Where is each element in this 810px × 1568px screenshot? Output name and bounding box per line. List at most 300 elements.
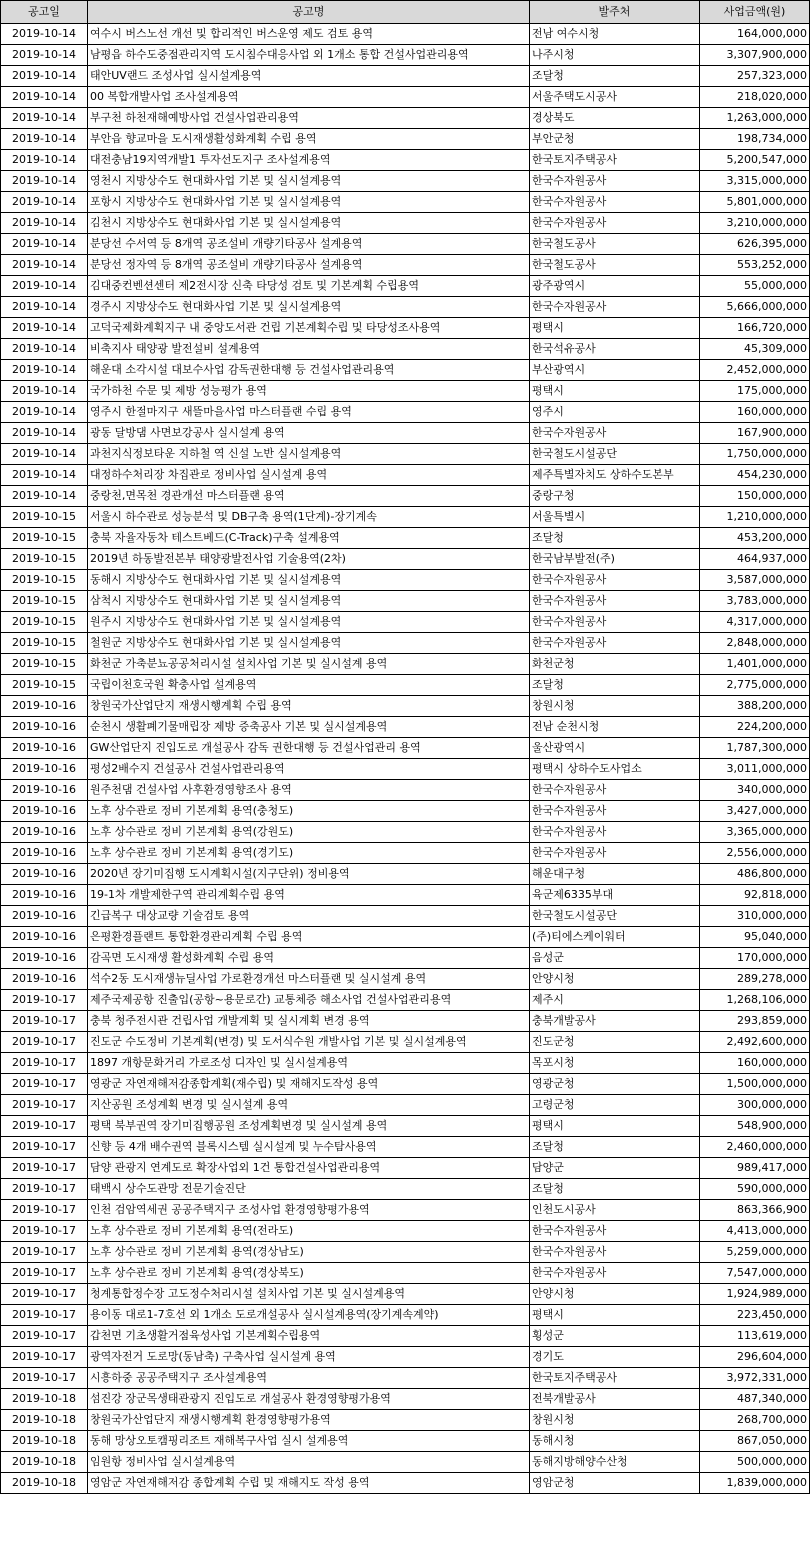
table-row (1, 633, 810, 654)
ordering-agency-cell: 한국수자원공사 (530, 591, 700, 612)
project-amount-cell: 4,317,000,000 (700, 612, 810, 633)
notice-title-cell: 김대중컨벤션센터 제2전시장 신축 타당성 검토 및 기본계획 수립용역 (88, 276, 530, 297)
notice-title-cell: 2020년 장기미집행 도시계획시설(지구단위) 정비용역 (88, 864, 530, 885)
table-row (1, 1200, 810, 1221)
notice-title-cell: 1897 개항문화거리 가로조성 디자인 및 실시설계용역 (88, 1053, 530, 1074)
notice-title-cell: 태백시 상수도관망 전문기술진단 (88, 1179, 530, 1200)
notice-title-cell: 노후 상수관로 정비 기본계획 용역(강원도) (88, 822, 530, 843)
notice-title-cell: 부안읍 향교마을 도시재생활성화계획 수립 용역 (88, 129, 530, 150)
ordering-agency-cell: 평택시 (530, 1116, 700, 1137)
notice-title-cell: 순천시 생활폐기물매립장 제방 증축공사 기본 및 실시설계용역 (88, 717, 530, 738)
notice-title-cell: 비축지사 태양광 발전설비 설계용역 (88, 339, 530, 360)
table-row (1, 906, 810, 927)
project-amount-cell: 1,750,000,000 (700, 444, 810, 465)
table-row (1, 885, 810, 906)
notice-date-cell: 2019-10-15 (1, 507, 88, 528)
notice-date-cell: 2019-10-14 (1, 423, 88, 444)
project-amount-cell: 95,040,000 (700, 927, 810, 948)
table-row (1, 444, 810, 465)
notice-title-cell: 분당선 수서역 등 8개역 공조설비 개량기타공사 설계용역 (88, 234, 530, 255)
ordering-agency-cell: 서울주택도시공사 (530, 87, 700, 108)
notice-date-cell: 2019-10-16 (1, 906, 88, 927)
ordering-agency-cell: 조달청 (530, 528, 700, 549)
table-row (1, 1368, 810, 1389)
notice-date-cell: 2019-10-16 (1, 822, 88, 843)
ordering-agency-cell: 평택시 (530, 1305, 700, 1326)
notice-title-cell: 00 복합개발사업 조사설계용역 (88, 87, 530, 108)
notice-title-cell: 영광군 자연재해저감종합계획(재수립) 및 재해지도작성 용역 (88, 1074, 530, 1095)
notice-title-cell: 창원국가산업단지 재생시행계획 수립 용역 (88, 696, 530, 717)
notice-title-cell: 광역자전거 도로망(동남축) 구축사업 실시설계 용역 (88, 1347, 530, 1368)
notice-title-cell: 동해 망상오토캠핑리조트 재해복구사업 실시 설계용역 (88, 1431, 530, 1452)
notice-title-cell: 대정하수처리장 차집관로 정비사업 실시설계 용역 (88, 465, 530, 486)
ordering-agency-cell: 충북개발공사 (530, 1011, 700, 1032)
notice-title-cell: 화천군 가축분뇨공공처리시설 설치사업 기본 및 실시설계 용역 (88, 654, 530, 675)
notice-title-cell: 태안UV랜드 조성사업 실시설계용역 (88, 66, 530, 87)
project-amount-cell: 170,000,000 (700, 948, 810, 969)
notice-date-cell: 2019-10-14 (1, 171, 88, 192)
table-row (1, 402, 810, 423)
ordering-agency-cell: 영암군청 (530, 1473, 700, 1494)
project-amount-cell: 487,340,000 (700, 1389, 810, 1410)
ordering-agency-cell: 해운대구청 (530, 864, 700, 885)
ordering-agency-cell: 조달청 (530, 675, 700, 696)
project-amount-cell: 1,924,989,000 (700, 1284, 810, 1305)
ordering-agency-cell: 제주시 (530, 990, 700, 1011)
ordering-agency-cell: 서울특별시 (530, 507, 700, 528)
notice-date-cell: 2019-10-17 (1, 1242, 88, 1263)
notice-date-cell: 2019-10-15 (1, 612, 88, 633)
notice-date-cell: 2019-10-16 (1, 780, 88, 801)
header-row (1, 1, 810, 24)
table-row (1, 717, 810, 738)
project-amount-cell: 3,210,000,000 (700, 213, 810, 234)
notice-date-cell: 2019-10-15 (1, 633, 88, 654)
notice-date-cell: 2019-10-17 (1, 1347, 88, 1368)
project-amount-cell: 310,000,000 (700, 906, 810, 927)
table-row (1, 570, 810, 591)
notice-date-cell: 2019-10-17 (1, 1137, 88, 1158)
table-row (1, 1074, 810, 1095)
notice-date-cell: 2019-10-16 (1, 696, 88, 717)
ordering-agency-cell: 평택시 (530, 381, 700, 402)
notice-date-cell: 2019-10-15 (1, 549, 88, 570)
notice-date-cell: 2019-10-17 (1, 1116, 88, 1137)
ordering-agency-cell: 동해시청 (530, 1431, 700, 1452)
ordering-agency-cell: 영광군청 (530, 1074, 700, 1095)
project-amount-cell: 224,200,000 (700, 717, 810, 738)
table-row (1, 1326, 810, 1347)
notice-title-cell: 경주시 지방상수도 현대화사업 기본 및 실시설계용역 (88, 297, 530, 318)
project-amount-cell: 92,818,000 (700, 885, 810, 906)
project-amount-cell: 289,278,000 (700, 969, 810, 990)
project-amount-cell: 1,401,000,000 (700, 654, 810, 675)
ordering-agency-cell: 한국수자원공사 (530, 633, 700, 654)
table-row (1, 1452, 810, 1473)
notice-date-cell: 2019-10-14 (1, 45, 88, 66)
ordering-agency-cell: 한국토지주택공사 (530, 150, 700, 171)
ordering-agency-cell: 한국수자원공사 (530, 423, 700, 444)
table-row (1, 45, 810, 66)
ordering-agency-cell: 한국토지주택공사 (530, 1368, 700, 1389)
notice-date-cell: 2019-10-15 (1, 528, 88, 549)
notice-date-cell: 2019-10-16 (1, 969, 88, 990)
table-row (1, 213, 810, 234)
notice-date-cell: 2019-10-17 (1, 1011, 88, 1032)
notice-title-cell: 긴급복구 대상교량 기술검토 용역 (88, 906, 530, 927)
table-row (1, 969, 810, 990)
ordering-agency-cell: 부안군청 (530, 129, 700, 150)
notice-title-cell: 감곡면 도시재생 활성화계획 수립 용역 (88, 948, 530, 969)
notice-date-cell: 2019-10-16 (1, 885, 88, 906)
table-row (1, 990, 810, 1011)
project-amount-cell: 257,323,000 (700, 66, 810, 87)
notice-title-cell: GW산업단지 진입도로 개설공사 감독 권한대행 등 건설사업관리 용역 (88, 738, 530, 759)
notice-date-cell: 2019-10-14 (1, 129, 88, 150)
notice-date-cell: 2019-10-18 (1, 1473, 88, 1494)
ordering-agency-cell: 고령군청 (530, 1095, 700, 1116)
notice-date-cell: 2019-10-14 (1, 444, 88, 465)
table-row (1, 549, 810, 570)
table-row (1, 864, 810, 885)
project-amount-cell: 150,000,000 (700, 486, 810, 507)
project-amount-cell: 3,972,331,000 (700, 1368, 810, 1389)
header-ordering-agency: 발주처 (530, 1, 700, 24)
notice-title-cell: 포항시 지방상수도 현대화사업 기본 및 실시설계용역 (88, 192, 530, 213)
table-row (1, 1263, 810, 1284)
notice-title-cell: 용이동 대로1-7호선 외 1개소 도로개설공사 실시설계용역(장기계속계약) (88, 1305, 530, 1326)
ordering-agency-cell: 조달청 (530, 1179, 700, 1200)
project-amount-cell: 626,395,000 (700, 234, 810, 255)
ordering-agency-cell: 한국수자원공사 (530, 780, 700, 801)
table-row (1, 255, 810, 276)
ordering-agency-cell: 경상북도 (530, 108, 700, 129)
notice-date-cell: 2019-10-18 (1, 1389, 88, 1410)
notice-date-cell: 2019-10-18 (1, 1410, 88, 1431)
notice-date-cell: 2019-10-17 (1, 1263, 88, 1284)
table-row (1, 1242, 810, 1263)
table-row (1, 24, 810, 45)
project-amount-cell: 3,365,000,000 (700, 822, 810, 843)
project-amount-cell: 167,900,000 (700, 423, 810, 444)
project-amount-cell: 867,050,000 (700, 1431, 810, 1452)
table-row (1, 87, 810, 108)
ordering-agency-cell: 화천군청 (530, 654, 700, 675)
table-row (1, 1179, 810, 1200)
notice-title-cell: 부구천 하천재해예방사업 건설사업관리용역 (88, 108, 530, 129)
notice-title-cell: 노후 상수관로 정비 기본계획 용역(전라도) (88, 1221, 530, 1242)
notice-title-cell: 영주시 한절마지구 새뜰마을사업 마스터플랜 수립 용역 (88, 402, 530, 423)
project-amount-cell: 553,252,000 (700, 255, 810, 276)
table-row (1, 1116, 810, 1137)
notice-date-cell: 2019-10-14 (1, 87, 88, 108)
notice-title-cell: 국가하천 수문 및 제방 성능평가 용역 (88, 381, 530, 402)
ordering-agency-cell: 전남 여수시청 (530, 24, 700, 45)
table-body (1, 24, 810, 1494)
table-row (1, 1284, 810, 1305)
table-row (1, 66, 810, 87)
notice-date-cell: 2019-10-15 (1, 591, 88, 612)
notice-title-cell: 지산공원 조성계획 변경 및 실시설계 용역 (88, 1095, 530, 1116)
notice-date-cell: 2019-10-16 (1, 738, 88, 759)
project-amount-cell: 5,666,000,000 (700, 297, 810, 318)
table-row (1, 1410, 810, 1431)
ordering-agency-cell: 한국철도공사 (530, 255, 700, 276)
project-amount-cell: 218,020,000 (700, 87, 810, 108)
ordering-agency-cell: 안양시청 (530, 1284, 700, 1305)
table-row (1, 507, 810, 528)
notice-title-cell: 시흥하중 공공주택지구 조사설계용역 (88, 1368, 530, 1389)
project-amount-cell: 198,734,000 (700, 129, 810, 150)
notice-date-cell: 2019-10-15 (1, 570, 88, 591)
ordering-agency-cell: 한국수자원공사 (530, 570, 700, 591)
notice-title-cell: 진도군 수도정비 기본계획(변경) 및 도서식수원 개발사업 기본 및 실시설계용역 (88, 1032, 530, 1053)
table-row (1, 192, 810, 213)
notice-title-cell: 김천시 지방상수도 현대화사업 기본 및 실시설계용역 (88, 213, 530, 234)
table-row (1, 528, 810, 549)
ordering-agency-cell: 한국수자원공사 (530, 171, 700, 192)
project-amount-cell: 5,200,547,000 (700, 150, 810, 171)
table-row (1, 1053, 810, 1074)
ordering-agency-cell: 한국수자원공사 (530, 1242, 700, 1263)
notice-date-cell: 2019-10-17 (1, 1221, 88, 1242)
table-row (1, 1095, 810, 1116)
ordering-agency-cell: 창원시청 (530, 1410, 700, 1431)
notice-date-cell: 2019-10-16 (1, 801, 88, 822)
table-row (1, 150, 810, 171)
ordering-agency-cell: 안양시청 (530, 969, 700, 990)
notice-title-cell: 임원항 정비사업 실시설계용역 (88, 1452, 530, 1473)
project-amount-cell: 293,859,000 (700, 1011, 810, 1032)
project-amount-cell: 454,230,000 (700, 465, 810, 486)
notice-date-cell: 2019-10-14 (1, 465, 88, 486)
ordering-agency-cell: 담양군 (530, 1158, 700, 1179)
notice-title-cell: 석수2동 도시재생뉴딜사업 가로환경개선 마스터플랜 및 실시설계 용역 (88, 969, 530, 990)
project-amount-cell: 2,492,600,000 (700, 1032, 810, 1053)
project-amount-cell: 2,452,000,000 (700, 360, 810, 381)
ordering-agency-cell: 한국철도시설공단 (530, 444, 700, 465)
table-row (1, 1473, 810, 1494)
project-amount-cell: 2,775,000,000 (700, 675, 810, 696)
notice-date-cell: 2019-10-14 (1, 213, 88, 234)
header-notice-title: 공고명 (88, 1, 530, 24)
notice-date-cell: 2019-10-14 (1, 108, 88, 129)
notice-title-cell: 중랑천,면목천 경관개선 마스터플랜 용역 (88, 486, 530, 507)
ordering-agency-cell: 광주광역시 (530, 276, 700, 297)
notice-title-cell: 담양 관광지 연계도로 확장사업외 1건 통합건설사업관리용역 (88, 1158, 530, 1179)
ordering-agency-cell: 전남 순천시청 (530, 717, 700, 738)
notice-title-cell: 평택 북부권역 장기미집행공원 조성계획변경 및 실시설계 용역 (88, 1116, 530, 1137)
table-row (1, 465, 810, 486)
notice-date-cell: 2019-10-15 (1, 675, 88, 696)
ordering-agency-cell: 인천도시공사 (530, 1200, 700, 1221)
project-amount-cell: 3,783,000,000 (700, 591, 810, 612)
notice-title-cell: 광동 달방댐 사면보강공사 실시설계 용역 (88, 423, 530, 444)
notice-title-cell: 원주시 지방상수도 현대화사업 기본 및 실시설계용역 (88, 612, 530, 633)
notice-date-cell: 2019-10-14 (1, 318, 88, 339)
ordering-agency-cell: 한국수자원공사 (530, 213, 700, 234)
table-row (1, 948, 810, 969)
notice-date-cell: 2019-10-14 (1, 24, 88, 45)
table-row (1, 1347, 810, 1368)
table-row (1, 1221, 810, 1242)
notice-date-cell: 2019-10-16 (1, 948, 88, 969)
notice-title-cell: 갑천면 기초생활거점육성사업 기본계획수립용역 (88, 1326, 530, 1347)
notice-title-cell: 동해시 지방상수도 현대화사업 기본 및 실시설계용역 (88, 570, 530, 591)
notice-date-cell: 2019-10-16 (1, 843, 88, 864)
notice-date-cell: 2019-10-14 (1, 66, 88, 87)
table-row (1, 612, 810, 633)
notice-title-cell: 여수시 버스노선 개선 및 합리적인 버스운영 제도 검토 용역 (88, 24, 530, 45)
ordering-agency-cell: 조달청 (530, 1137, 700, 1158)
notice-title-cell: 창원국가산업단지 재생시행계획 환경영향평가용역 (88, 1410, 530, 1431)
notice-date-cell: 2019-10-17 (1, 1200, 88, 1221)
table-row (1, 381, 810, 402)
ordering-agency-cell: 한국석유공사 (530, 339, 700, 360)
ordering-agency-cell: 횡성군 (530, 1326, 700, 1347)
project-amount-cell: 300,000,000 (700, 1095, 810, 1116)
ordering-agency-cell: 평택시 (530, 318, 700, 339)
notice-title-cell: 영암군 자연재해저감 종합계획 수립 및 재해지도 작성 용역 (88, 1473, 530, 1494)
ordering-agency-cell: (주)티에스케이워터 (530, 927, 700, 948)
ordering-agency-cell: 육군제6335부대 (530, 885, 700, 906)
table-row (1, 759, 810, 780)
project-amount-cell: 2,556,000,000 (700, 843, 810, 864)
table-row (1, 822, 810, 843)
project-amount-cell: 1,268,106,000 (700, 990, 810, 1011)
notice-title-cell: 철원군 지방상수도 현대화사업 기본 및 실시설계용역 (88, 633, 530, 654)
notice-title-cell: 영천시 지방상수도 현대화사업 기본 및 실시설계용역 (88, 171, 530, 192)
notice-date-cell: 2019-10-16 (1, 717, 88, 738)
notice-title-cell: 은평환경플랜트 통합환경관리계획 수립 용역 (88, 927, 530, 948)
table-row (1, 801, 810, 822)
project-amount-cell: 1,263,000,000 (700, 108, 810, 129)
project-amount-cell: 1,210,000,000 (700, 507, 810, 528)
notice-date-cell: 2019-10-18 (1, 1431, 88, 1452)
project-amount-cell: 548,900,000 (700, 1116, 810, 1137)
ordering-agency-cell: 한국남부발전(주) (530, 549, 700, 570)
notice-date-cell: 2019-10-14 (1, 297, 88, 318)
ordering-agency-cell: 울산광역시 (530, 738, 700, 759)
ordering-agency-cell: 한국수자원공사 (530, 1263, 700, 1284)
notice-date-cell: 2019-10-14 (1, 255, 88, 276)
project-amount-cell: 1,500,000,000 (700, 1074, 810, 1095)
notice-date-cell: 2019-10-16 (1, 864, 88, 885)
notice-date-cell: 2019-10-17 (1, 1074, 88, 1095)
project-amount-cell: 268,700,000 (700, 1410, 810, 1431)
table-row (1, 738, 810, 759)
ordering-agency-cell: 한국수자원공사 (530, 612, 700, 633)
project-amount-cell: 5,801,000,000 (700, 192, 810, 213)
project-amount-cell: 464,937,000 (700, 549, 810, 570)
notice-date-cell: 2019-10-17 (1, 1326, 88, 1347)
project-amount-cell: 3,315,000,000 (700, 171, 810, 192)
project-amount-cell: 500,000,000 (700, 1452, 810, 1473)
notice-title-cell: 대전충남19지역개발1 투자선도지구 조사설계용역 (88, 150, 530, 171)
project-amount-cell: 45,309,000 (700, 339, 810, 360)
notice-date-cell: 2019-10-14 (1, 339, 88, 360)
notice-title-cell: 2019년 하동발전본부 태양광발전사업 기술용역(2차) (88, 549, 530, 570)
ordering-agency-cell: 부산광역시 (530, 360, 700, 381)
notice-title-cell: 분당선 정자역 등 8개역 공조설비 개량기타공사 설계용역 (88, 255, 530, 276)
ordering-agency-cell: 동해지방해양수산청 (530, 1452, 700, 1473)
table-row (1, 843, 810, 864)
notice-title-cell: 노후 상수관로 정비 기본계획 용역(경기도) (88, 843, 530, 864)
table-row (1, 654, 810, 675)
table-row (1, 591, 810, 612)
table-row (1, 1389, 810, 1410)
project-amount-cell: 4,413,000,000 (700, 1221, 810, 1242)
table-row (1, 1431, 810, 1452)
notice-title-cell: 삼척시 지방상수도 현대화사업 기본 및 실시설계용역 (88, 591, 530, 612)
project-amount-cell: 2,848,000,000 (700, 633, 810, 654)
project-amount-cell: 166,720,000 (700, 318, 810, 339)
ordering-agency-cell: 진도군청 (530, 1032, 700, 1053)
notice-date-cell: 2019-10-14 (1, 276, 88, 297)
table-row (1, 1158, 810, 1179)
ordering-agency-cell: 한국철도공사 (530, 234, 700, 255)
table-row (1, 927, 810, 948)
table-row (1, 108, 810, 129)
project-amount-cell: 160,000,000 (700, 1053, 810, 1074)
table-row (1, 1305, 810, 1326)
ordering-agency-cell: 한국수자원공사 (530, 801, 700, 822)
project-amount-cell: 1,787,300,000 (700, 738, 810, 759)
project-amount-cell: 3,307,900,000 (700, 45, 810, 66)
ordering-agency-cell: 한국수자원공사 (530, 843, 700, 864)
notice-title-cell: 제주국제공항 진출입(공항~용문로간) 교통체증 해소사업 건설사업관리용역 (88, 990, 530, 1011)
table-row (1, 276, 810, 297)
notice-date-cell: 2019-10-17 (1, 1305, 88, 1326)
notice-date-cell: 2019-10-14 (1, 192, 88, 213)
notice-date-cell: 2019-10-18 (1, 1452, 88, 1473)
ordering-agency-cell: 나주시청 (530, 45, 700, 66)
project-amount-cell: 7,547,000,000 (700, 1263, 810, 1284)
table-row (1, 234, 810, 255)
project-amount-cell: 486,800,000 (700, 864, 810, 885)
table-row (1, 339, 810, 360)
notice-title-cell: 19-1차 개발제한구역 관리계획수립 용역 (88, 885, 530, 906)
notice-title-cell: 해운대 소각시설 대보수사업 감독권한대행 등 건설사업관리용역 (88, 360, 530, 381)
project-amount-cell: 3,011,000,000 (700, 759, 810, 780)
project-amount-cell: 175,000,000 (700, 381, 810, 402)
notice-title-cell: 인천 검암역세권 공공주택지구 조성사업 환경영향평가용역 (88, 1200, 530, 1221)
notice-date-cell: 2019-10-17 (1, 1095, 88, 1116)
notice-title-cell: 충북 자율자동차 테스트베드(C-Track)구축 설계용역 (88, 528, 530, 549)
ordering-agency-cell: 창원시청 (530, 696, 700, 717)
table-row (1, 318, 810, 339)
header-project-amount: 사업금액(원) (700, 1, 810, 24)
header-notice-date: 공고일 (1, 1, 88, 24)
notice-date-cell: 2019-10-14 (1, 381, 88, 402)
ordering-agency-cell: 평택시 상하수도사업소 (530, 759, 700, 780)
notice-date-cell: 2019-10-14 (1, 360, 88, 381)
notice-title-cell: 고덕국제화계획지구 내 중앙도서관 건립 기본계획수립 및 타당성조사용역 (88, 318, 530, 339)
notice-title-cell: 노후 상수관로 정비 기본계획 용역(경상북도) (88, 1263, 530, 1284)
notice-title-cell: 국립이천호국원 확충사업 설계용역 (88, 675, 530, 696)
table-row (1, 297, 810, 318)
notice-title-cell: 남평읍 하수도중점관리지역 도시침수대응사업 외 1개소 통합 건설사업관리용역 (88, 45, 530, 66)
notice-date-cell: 2019-10-17 (1, 1032, 88, 1053)
table-row (1, 423, 810, 444)
notice-date-cell: 2019-10-17 (1, 1368, 88, 1389)
project-amount-cell: 863,366,900 (700, 1200, 810, 1221)
project-amount-cell: 453,200,000 (700, 528, 810, 549)
notice-title-cell: 평성2배수지 건설공사 건설사업관리용역 (88, 759, 530, 780)
ordering-agency-cell: 전북개발공사 (530, 1389, 700, 1410)
project-amount-cell: 388,200,000 (700, 696, 810, 717)
notice-date-cell: 2019-10-14 (1, 234, 88, 255)
